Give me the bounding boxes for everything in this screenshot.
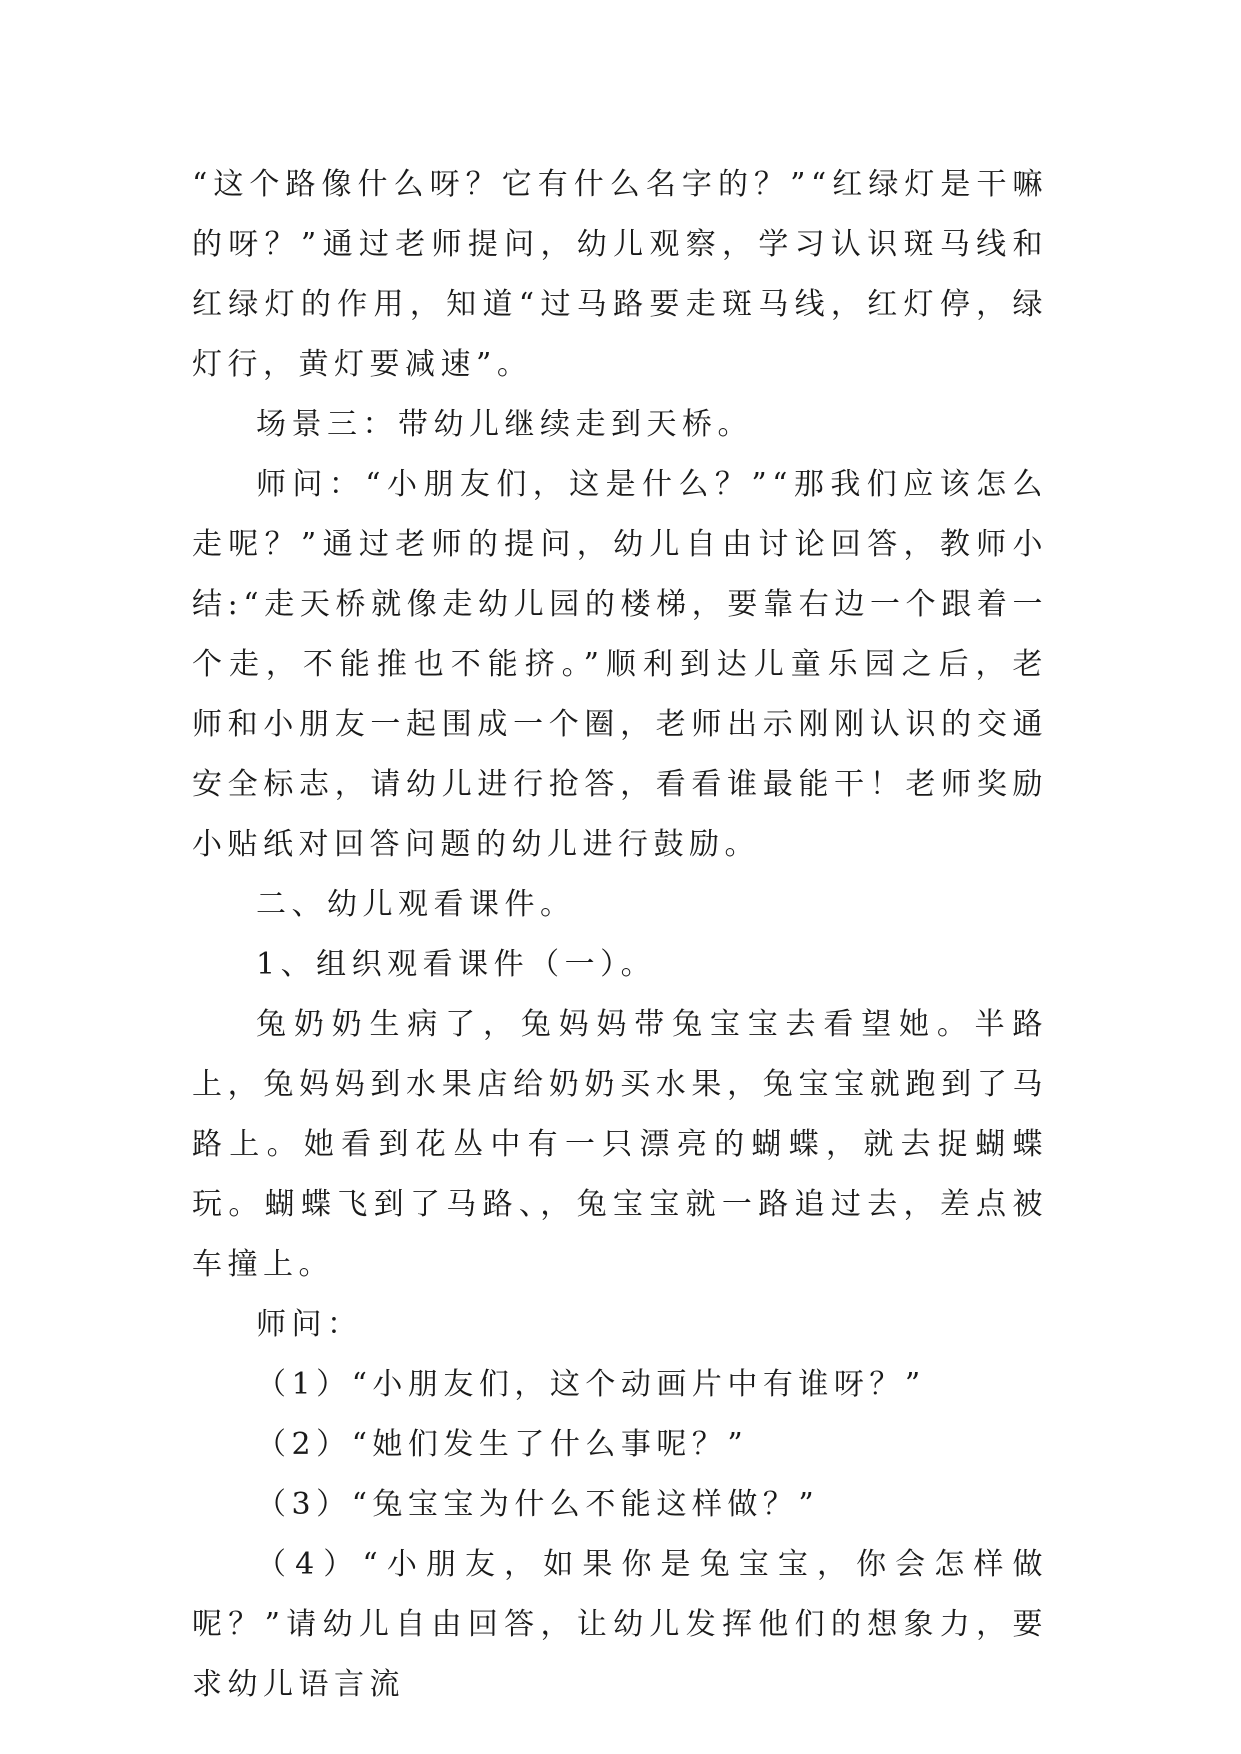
section-heading-watch-courseware: 二、幼儿观看课件。 [256, 887, 576, 922]
question-item-4: （4）“小朋友，如果你是兔宝宝，你会怎样做呢？”请幼儿自由回答，让幼儿发挥他们的想象力，要求幼儿语言流 [192, 1547, 1048, 1702]
subheading-courseware-one: 1、组织观看课件（一）。 [256, 947, 657, 982]
document-body [192, 155, 1048, 1715]
paragraph-teacher-asks: 师问： [256, 1307, 363, 1342]
question-item-3: （3）“兔宝宝为什么不能这样做？” [256, 1487, 820, 1522]
paragraph-teacher-question-bridge: 师问：“小朋友们，这是什么？”“那我们应该怎么走呢？”通过老师的提问，幼儿自由讨论回答，教师小结:“走天桥就像走幼儿园的楼梯，要靠右边一个跟着一个走，不能推也不能挤。”顺利到达儿童乐园之后，老师和小朋友一起围成一个圈，老师出示刚刚认识的交通安全标志，请幼儿进行抢答，看看谁最能干！老师奖励小贴纸对回答问题的幼儿进行鼓励。 [192, 467, 1048, 862]
paragraph-rabbit-story: 兔奶奶生病了，兔妈妈带兔宝宝去看望她。半路上，兔妈妈到水果店给奶奶买水果，兔宝宝就跑到了马路上。她看到花丛中有一只漂亮的蝴蝶，就去捉蝴蝶玩。蝴蝶飞到了马路、，兔宝宝就一路追过去，差点被车撞上。 [192, 1007, 1048, 1282]
question-item-2: （2）“她们发生了什么事呢？” [256, 1427, 749, 1462]
paragraph-scene-three: 场景三：带幼儿继续走到天桥。 [256, 407, 753, 442]
question-item-1: （1）“小朋友们，这个动画片中有谁呀？” [256, 1367, 926, 1402]
paragraph-traffic-light-questions: “这个路像什么呀？它有什么名字的？”“红绿灯是干嘛的呀？”通过老师提问，幼儿观察，学习认识斑马线和红绿灯的作用，知道“过马路要走斑马线，红灯停，绿灯行，黄灯要减速”。 [192, 167, 1048, 382]
